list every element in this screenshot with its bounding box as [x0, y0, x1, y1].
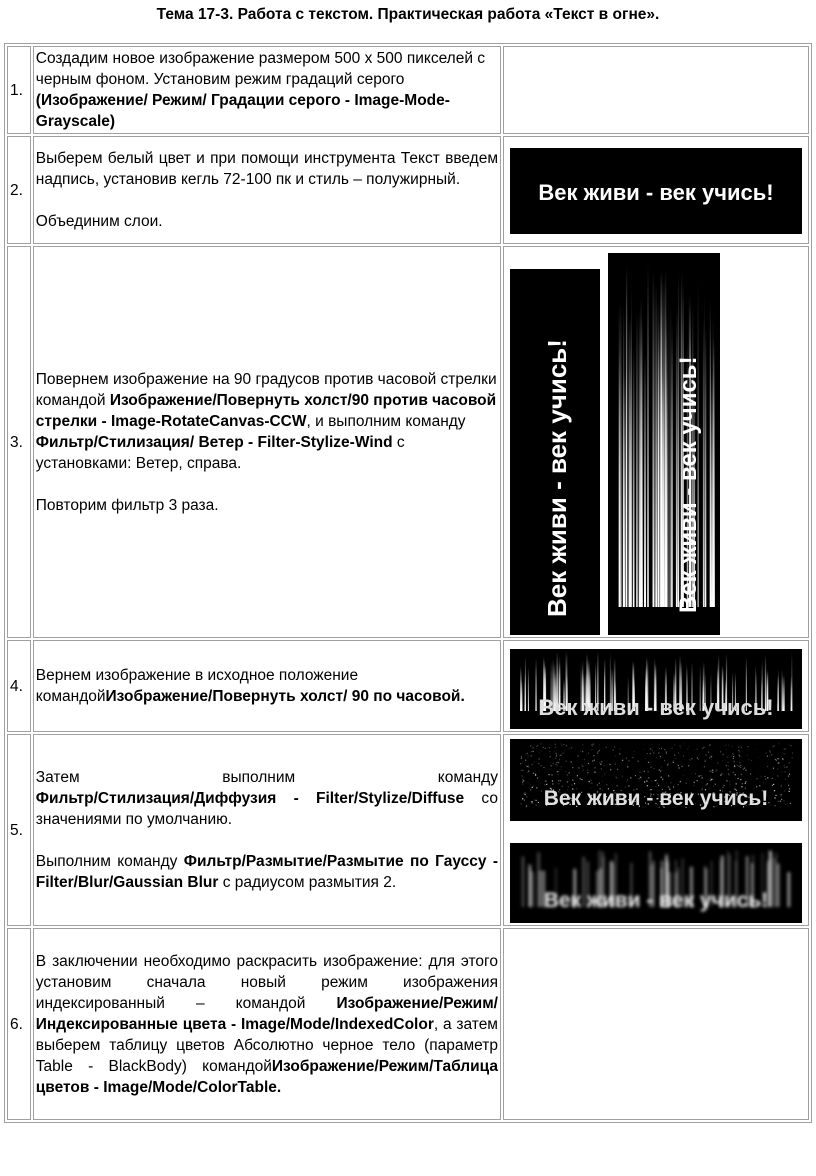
table-row [7, 734, 809, 926]
wind-result-image [506, 641, 806, 731]
banner-text: Век живи - век учись! [538, 180, 774, 205]
step-number: 6. [7, 928, 31, 1120]
wind-text: Век живи - век учись! [538, 695, 774, 720]
table-row [7, 928, 809, 1120]
step-text: В заключении необходимо раскрасить изображение: для этого установим сначала новый режим изображения индексированный – командой Изображение/Режим/Индексированные цвета - Image/Mode/IndexedColor, а затем выберем таблицу цветов Абсолютно черное тело (параметр Table - BlackBody) командойИзображение/Режим/Таблица цветов - Image/Mode/ColorTable. [33, 928, 501, 1120]
text-banner-image [506, 140, 806, 240]
step-number: 5. [7, 734, 31, 926]
step-text: Повернем изображение на 90 градусов против часовой стрелки командой Изображение/Повернуть холст/90 против часовой стрелки - Image-RotateCanvas-CCW, и выполним команду Фильтр/Стилизация/ Ветер - Filter-Stylize-Wind с установками: Ветер, справа. Повторим фильтр 3 раза. [33, 246, 501, 638]
rotated-text: Век живи - век учись! [541, 339, 572, 617]
rotated-wind-images [506, 247, 806, 637]
diffuse-blur-images [506, 735, 806, 925]
blur-text: Век живи - век учись! [543, 889, 769, 912]
step-text: Создадим новое изображение размером 500 x 500 пикселей с черным фоном. Установим режим градаций серого (Изображение/ Режим/ Градации серого - Image-Mode-Grayscale) [33, 46, 501, 134]
step-image-cell [503, 46, 809, 134]
diffuse-text: Век живи - век учись! [543, 787, 769, 810]
step-number: 3. [7, 246, 31, 638]
step-image-cell [503, 136, 809, 244]
step-image-cell [503, 928, 809, 1120]
step-number: 2. [7, 136, 31, 244]
step-image-cell [503, 640, 809, 732]
table-row [7, 640, 809, 732]
table-row [7, 46, 809, 134]
step-text: Выберем белый цвет и при помощи инструмента Текст введем надпись, установив кегль 72-100 пк и стиль – полужирный. Объединим слои. [33, 136, 501, 244]
step-number: 1. [7, 46, 31, 134]
step-number: 4. [7, 640, 31, 732]
rotated-wind-text: Век живи - век учись! [674, 356, 702, 613]
table-row [7, 246, 809, 638]
step-image-cell [503, 734, 809, 926]
page-title: Тема 17-3. Работа с текстом. Практическая работа «Текст в огне». [156, 6, 660, 23]
table-row [7, 136, 809, 244]
step-text: Затем выполним команду Фильтр/Стилизация/Диффузия - Filter/Stylize/Diffuse со значениями по умолчанию. Выполним команду Фильтр/Размытие/Размытие по Гауссу - Filter/Blur/Gaussian Blur с радиусом размытия 2. [33, 734, 501, 926]
steps-table [4, 43, 812, 1123]
step-text: Вернем изображение в исходное положение командойИзображение/Повернуть холст/ 90 по часовой. [33, 640, 501, 732]
step-image-cell [503, 246, 809, 638]
